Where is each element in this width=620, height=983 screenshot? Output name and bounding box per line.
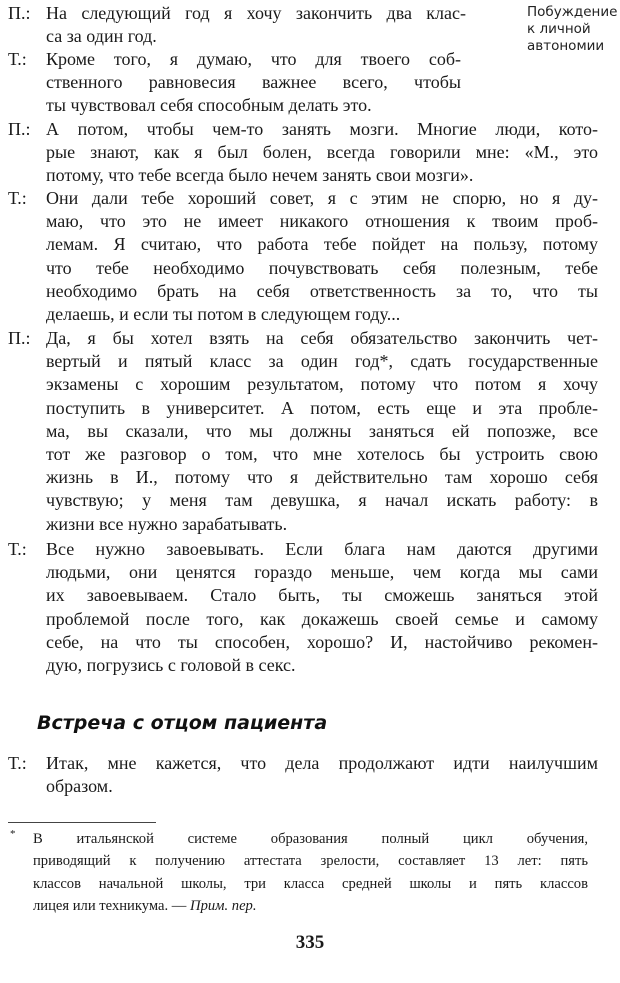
text-line: жизнь в И., потому что я действительно там хорошо себя <box>46 467 598 488</box>
text-line: Все нужно завоевывать. Если блага нам даются другими <box>46 539 598 559</box>
footnote-line <box>33 895 588 917</box>
footnote-line: В итальянской системе образования полный цикл обучения, <box>33 831 588 847</box>
text-line: чувствую; у меня там девушка, я начал искать работу: в <box>46 490 598 511</box>
text-line: ственного равновесия важнее всего, чтобы <box>46 72 461 93</box>
text-line: себе, на что ты способен, хорошо? И, настойчиво рекомен- <box>46 631 598 652</box>
footnote-marker: * <box>10 828 16 840</box>
text-line: потому, что тебе всегда было нечем занять свои мозги». <box>46 165 474 186</box>
text-line: вертый и пятый класс за один год*, сдать государственные <box>46 351 598 372</box>
text-line: лемам. Я считаю, что работа тебе пойдет на пользу, потому <box>46 234 598 255</box>
text-line: людьми, они ценятся гораздо меньше, чем когда мы сами <box>46 562 598 583</box>
text-line: ма, вы сказали, что мы должны заняться ей попозже, все <box>46 420 598 441</box>
text-line: маю, что это не имеет никакого отношения к твоим проб- <box>46 211 598 232</box>
text-line: что тебе необходимо почувствовать себя полезным, тебе <box>46 257 598 278</box>
text-line: жизни все нужно зарабатывать. <box>46 513 288 534</box>
margin-note <box>527 4 617 55</box>
text-line: Они дали тебе хороший совет, я с этим не спорю, но я ду- <box>46 188 598 208</box>
speaker-label: П.: <box>8 328 31 348</box>
text-line: Кроме того, я думаю, что для твоего соб- <box>46 49 461 69</box>
text-line: На следующий год я хочу закончить два клас- <box>46 3 466 23</box>
text-line: образом. <box>46 776 113 797</box>
footnote-divider <box>8 822 156 823</box>
text-line: экзамены с хорошим результатом, потому что потом я хочу <box>46 374 598 395</box>
text-line: поступить в университет. А потом, есть еще и эта пробле- <box>46 397 598 418</box>
text-line: необходимо брать на себя ответственность за то, что ты <box>46 280 598 301</box>
text-line: са за один год. <box>46 26 157 47</box>
speaker-label: Т.: <box>8 753 27 773</box>
margin-note-line: Побуждение <box>527 4 618 20</box>
text-line: тот же разговор о том, что мне хотелось бы устроить свою <box>46 444 598 465</box>
speaker-label: Т.: <box>8 49 27 69</box>
footnote-text: лицея или техникума. — <box>33 898 187 915</box>
text-line: Да, я бы хотел взять на себя обязательство закончить чет- <box>46 328 598 348</box>
speaker-label: П.: <box>8 3 31 23</box>
page-number: 335 <box>295 932 325 953</box>
text-line: проблемой после того, как докажешь своей семье и самому <box>46 608 598 629</box>
speaker-label: П.: <box>8 119 31 139</box>
text-line: их завоевываем. Стало быть, ты сможешь заняться этой <box>46 585 598 606</box>
text-line: ты чувствовал себя способным делать это. <box>46 95 372 116</box>
margin-note-line: к личной <box>527 21 591 37</box>
text-line: Итак, мне кажется, что дела продолжают идти наилучшим <box>46 753 598 773</box>
translator-note: Прим. пер. <box>190 898 257 915</box>
text-line: рые знают, как я был болен, всегда говорили мне: «М., это <box>46 142 598 163</box>
text-line: А потом, чтобы чем-то занять мозги. Многие люди, кото- <box>46 119 598 139</box>
margin-note-line: автономии <box>527 38 605 54</box>
footnote-line: приводящий к получению аттестата зрелости, составляет 13 лет: пять <box>33 853 588 870</box>
footnote-line: классов начальной школы, три класса средней школы и пять классов <box>33 875 588 892</box>
section-heading: Встреча с отцом пациента <box>37 712 328 734</box>
speaker-label: Т.: <box>8 188 27 208</box>
text-line: делаешь, и если ты потом в следующем году... <box>46 304 401 325</box>
speaker-label: Т.: <box>8 539 27 559</box>
text-line: дую, погрузись с головой в секс. <box>46 655 296 676</box>
